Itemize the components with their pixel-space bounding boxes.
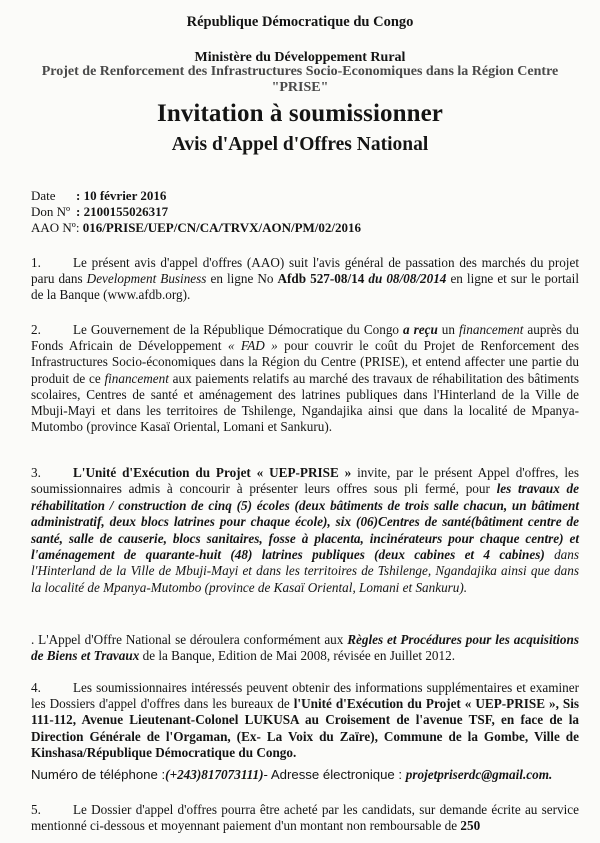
don-value: : 2100155026317	[76, 204, 169, 219]
text: . L'Appel d'Offre National se déroulera conformément aux	[31, 632, 348, 647]
text: Le Gouvernement de la République Démocratique du Congo	[73, 322, 404, 337]
text: un	[437, 322, 459, 337]
phone-number: (+243)817073111)	[165, 767, 264, 782]
text-bold-italic: les travaux de réhabilitation / construction de cinq (5) écoles (deux bâtiments de trois salle chacun, un bâtiment administratif, deux blocs latrines pour chaque école), six (06)Centres de santé(bâtiment centre de santé, salle de causerie, blocs sanitaires, fosse à placenta, incinérateurs pour chaque centre) et l'aménagement de quarante-huit (48) latrines publiques (deux cabines et 4 cabines)	[31, 481, 579, 563]
text-bold-italic: a reçu	[403, 322, 438, 337]
paragraph-6	[31, 802, 579, 834]
text-bold: L'Unité d'Exécution du Projet « UEP-PRISE »	[73, 465, 352, 480]
aao-value: 016/PRISE/UEP/CN/CA/TRVX/AON/PM/02/2016	[79, 220, 362, 235]
text-italic: « FAD »	[227, 338, 278, 354]
meta-date	[31, 188, 166, 204]
text: pour couvrir le coût du Projet de Renforcement des Infrastructures Socio-économiques dans la Région du Centre (PRISE), et entend affecter une partie du produit de ce	[31, 338, 579, 386]
don-label: Don Nº	[31, 204, 71, 219]
document-subtitle: Avis d'Appel d'Offres National	[171, 134, 429, 155]
meta-don	[31, 204, 168, 220]
text-italic: dans l'Hinterland de la Ville de Mbuji-Mayi et dans les territoires de Tshilenge, Ngandajika ainsi que dans la localité de Mpanya-Mutombo (province de Kasaï Oriental, Lomani et Sankuru).	[31, 547, 579, 595]
date-label: Date	[31, 188, 56, 203]
text-bold-italic: Règles et Procédures pour les acquisitions de Biens et Travaux	[31, 632, 579, 664]
text: en ligne No	[206, 271, 278, 287]
paragraph-number: 3.	[31, 465, 41, 480]
republic-heading: République Démocratique du Congo	[186, 14, 414, 30]
project-heading: Projet de Renforcement des Infrastructures Socio-Economiques dans la Région Centre	[41, 64, 559, 79]
paragraph-number: 4.	[31, 680, 41, 695]
text-bold-italic: du 08/08/2014	[364, 271, 447, 287]
aao-label: AAO Nº:	[31, 220, 80, 235]
paragraph-number: 5.	[31, 802, 41, 817]
text: auprès du Fonds Africain de Développement	[31, 322, 579, 354]
text-italic: Development Business	[86, 271, 207, 287]
paragraph-number: 1.	[31, 255, 41, 270]
paragraph-4	[31, 632, 579, 664]
text-italic: financement	[104, 370, 169, 386]
text: de la Banque, Edition de Mai 2008, révisée en Juillet 2012.	[139, 648, 456, 664]
text-bold: l'Unité d'Exécution du Projet « UEP-PRISE », Sis 111-112, Avenue Lieutenant-Colonel LUKUSA au Croisement de l'avenue TSF, en face de la Direction Générale de l'Orgaman, (Ex- La Voix du Zaïre), Commune de la Gombe, Ville de Kinshasa/République Démocratique du Congo.	[31, 696, 579, 760]
text-italic: financement	[458, 322, 524, 337]
text: Le Dossier d'appel d'offres pourra être acheté par les candidats, sur demande écrite au service mentionné ci-dessous et moyennant paiement d'un montant non remboursable de	[31, 802, 579, 834]
paragraph-1	[31, 255, 579, 304]
paragraph-number: 2.	[31, 322, 41, 337]
document-title: Invitation à soumissionner	[157, 100, 443, 127]
text: aux paiements relatifs au marché des travaux de réhabilitation des bâtiments scolaires, Centres de santé et aménagement des latrines publiques dans l'Hinterland de la Ville de Mbuji-Mayi et dans les territoires de Tshilenge, Ngandajika ainsi que dans la localité de Mpanya-Mutombo (province Kasaï Oriental, Lomani et Sankuru).	[31, 370, 579, 435]
date-value: : 10 février 2016	[76, 188, 167, 203]
ministry-heading: Ministère du Développement Rural	[194, 50, 406, 65]
text: Le présent avis d'appel d'offres (AAO) suit l'avis général de passation des marchés du projet paru dans	[31, 255, 579, 287]
meta-aao	[31, 220, 361, 236]
project-acronym: "PRISE"	[271, 80, 329, 95]
contact-line	[31, 767, 579, 783]
email-address: projetpriserdc@gmail.com.	[405, 767, 553, 782]
text-bold: 250	[460, 818, 481, 834]
text: en ligne et sur le portail de la Banque (www.afdb.org).	[31, 271, 579, 303]
text-bold: Afdb 527-08/14	[277, 271, 365, 287]
paragraph-3	[31, 465, 579, 596]
phone-label: Numéro de téléphone :	[31, 767, 166, 782]
text: Les soumissionnaires intéressés peuvent obtenir des informations supplémentaires et examiner les Dossiers d'appel d'offres dans les bureaux de	[31, 680, 579, 712]
paragraph-2	[31, 322, 579, 435]
text: invite, par le présent Appel d'offres, les soumissionnaires admis à concourir à présenter leurs offres sous pli fermé, pour	[31, 465, 579, 497]
email-label: - Adresse électronique :	[263, 767, 406, 782]
paragraph-5	[31, 680, 579, 761]
